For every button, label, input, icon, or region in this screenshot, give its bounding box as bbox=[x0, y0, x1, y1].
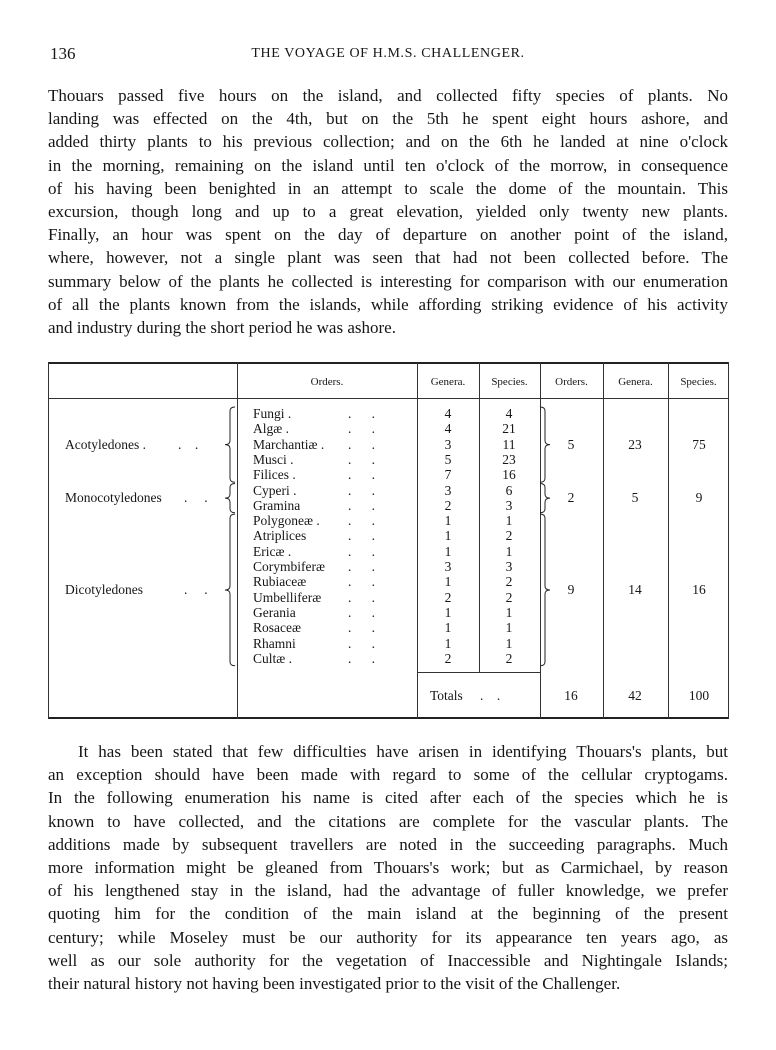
group-genera-value: 14 bbox=[628, 581, 642, 597]
species-value: 16 bbox=[502, 467, 516, 483]
leader-dots: . . bbox=[348, 543, 375, 559]
brace bbox=[225, 484, 235, 513]
leader-dots: . . bbox=[348, 528, 375, 544]
brace bbox=[225, 514, 235, 666]
leader-dots: . . bbox=[348, 559, 375, 574]
header-orders: Orders. bbox=[310, 376, 344, 388]
leader-dots: . . bbox=[348, 497, 375, 513]
order-name: Marchantiæ . bbox=[253, 436, 325, 452]
genera-value: 3 bbox=[444, 482, 452, 498]
order-name: Polygoneæ . bbox=[253, 513, 320, 529]
page-number: 136 bbox=[50, 44, 76, 63]
order-name: Rubiaceæ bbox=[253, 574, 307, 590]
totals-label: Totals bbox=[430, 688, 463, 703]
text-line: Thouars passed five hours on the island, and collected fifty species of plants. No bbox=[48, 86, 728, 105]
leader-dots: . . bbox=[348, 650, 375, 666]
species-value: 4 bbox=[505, 406, 513, 421]
genera-value: 1 bbox=[444, 620, 452, 636]
group-species-value: 9 bbox=[695, 490, 703, 506]
text-line: of all the plants known from the islands, while affording striking evidence of his activity bbox=[48, 294, 728, 314]
plant-summary-table bbox=[48, 362, 729, 719]
text-line: their natural history not having been investigated prior to the visit of the Challenger. bbox=[48, 974, 621, 994]
order-name: Rhamni bbox=[253, 635, 296, 651]
text-line: and industry during the short period he was ashore. bbox=[48, 318, 396, 338]
text-line: excursion, though long and up to a great elevation, yielded only twenty new plants. bbox=[48, 202, 728, 222]
leader-dots: . . bbox=[184, 581, 208, 597]
group-name: Monocotyledones bbox=[65, 490, 162, 506]
genera-value: 3 bbox=[444, 559, 452, 574]
group-species-value: 16 bbox=[692, 581, 706, 597]
species-value: 3 bbox=[505, 497, 513, 513]
totals-genera: 42 bbox=[628, 688, 642, 703]
genera-value: 2 bbox=[444, 650, 452, 666]
species-value: 2 bbox=[505, 574, 513, 590]
order-name: Gramina bbox=[253, 497, 301, 513]
totals-orders: 16 bbox=[564, 688, 578, 703]
group-genera-value: 23 bbox=[628, 436, 642, 452]
leader-dots: . . bbox=[184, 490, 208, 506]
text-line: well as our sole authority for the vegetation of Inaccessible and Nightingale Islands; bbox=[48, 950, 728, 970]
species-value: 11 bbox=[502, 436, 516, 452]
species-value: 2 bbox=[505, 589, 513, 605]
text-line: of his having been benighted in an attempt to scale the dome of the mountain. This bbox=[48, 178, 728, 198]
brace bbox=[540, 484, 550, 513]
species-value: 1 bbox=[505, 543, 513, 559]
header-species-total: Species. bbox=[680, 376, 717, 388]
leader-dots: . . bbox=[348, 513, 375, 529]
leader-dots: . . bbox=[348, 406, 375, 421]
brace bbox=[540, 514, 550, 666]
order-name: Algæ . bbox=[253, 421, 290, 437]
text-line: of his lengthened stay in the island, had the advantage of fuller knowledge, we prefer bbox=[48, 881, 728, 901]
group-genera-value: 5 bbox=[631, 490, 639, 506]
text-line: added thirty plants to his previous collection; and on the 6th he landed at nine o'clock bbox=[48, 132, 728, 152]
order-name: Umbelliferæ bbox=[253, 589, 322, 605]
header-species: Species. bbox=[491, 376, 528, 388]
text-line: summary below of the plants he collected is interesting for comparison with our enumeration bbox=[48, 271, 728, 291]
running-title: THE VOYAGE OF H.M.S. CHALLENGER. bbox=[251, 46, 525, 61]
leader-dots: . . bbox=[178, 436, 199, 452]
leader-dots: . . bbox=[348, 467, 375, 483]
leader-dots: . . bbox=[348, 604, 375, 620]
species-value: 21 bbox=[502, 421, 516, 437]
genera-value: 2 bbox=[444, 497, 452, 513]
group-name: Dicotyledones bbox=[65, 581, 143, 597]
running-header bbox=[0, 44, 776, 68]
header-orders-total: Orders. bbox=[555, 376, 588, 388]
header-genera-total: Genera. bbox=[618, 376, 653, 388]
text-line: where, however, not a single plant was seen that had not been collected before. The bbox=[48, 248, 728, 268]
group-orders-value: 2 bbox=[567, 490, 575, 506]
order-name: Musci . bbox=[253, 451, 294, 467]
brace bbox=[540, 407, 550, 482]
leader-dots: . . bbox=[348, 620, 375, 636]
totals-species: 100 bbox=[688, 688, 710, 703]
text-line: quoting him for the condition of the main island at the beginning of the present bbox=[48, 904, 728, 924]
text-line: Finally, an hour was spent on the day of departure on another point of the island, bbox=[48, 225, 728, 245]
genera-value: 1 bbox=[444, 635, 452, 651]
text-line: century; while Moseley must be our authority for its appearance ten years ago, as bbox=[48, 927, 728, 947]
paragraph-top bbox=[48, 84, 728, 339]
genera-value: 1 bbox=[444, 604, 452, 620]
text-line: an exception should have been made with regard to some of the cellular cryptogams. bbox=[48, 765, 728, 785]
genera-value: 5 bbox=[444, 451, 452, 467]
species-value: 2 bbox=[505, 528, 513, 544]
order-name: Ericæ . bbox=[253, 543, 292, 559]
order-name: Filices . bbox=[253, 467, 296, 483]
species-value: 1 bbox=[505, 513, 513, 529]
leader-dots: . . bbox=[348, 589, 375, 605]
order-name: Gerania bbox=[253, 604, 296, 620]
text-line: additions made by subsequent travellers are noted in the succeeding paragraphs. Much bbox=[48, 834, 728, 854]
group-orders-value: 9 bbox=[567, 581, 575, 597]
leader-dots: . . bbox=[348, 421, 375, 437]
genera-value: 7 bbox=[444, 467, 452, 483]
species-value: 23 bbox=[502, 451, 516, 467]
species-value: 2 bbox=[505, 650, 513, 666]
totals-dots: . . bbox=[480, 688, 501, 703]
genera-value: 4 bbox=[444, 406, 452, 421]
order-name: Corymbiferæ bbox=[253, 559, 325, 574]
text-line: in the morning, remaining on the island until ten o'clock of the morrow, in consequence bbox=[48, 155, 728, 175]
header-genera: Genera. bbox=[430, 376, 466, 388]
genera-value: 2 bbox=[444, 589, 452, 605]
leader-dots: . . bbox=[348, 574, 375, 590]
species-value: 6 bbox=[505, 482, 513, 498]
leader-dots: . . bbox=[348, 436, 375, 452]
order-name: Fungi . bbox=[253, 406, 292, 421]
genera-value: 1 bbox=[444, 513, 452, 529]
order-name: Atriplices bbox=[253, 528, 307, 544]
genera-value: 1 bbox=[444, 528, 452, 544]
order-name: Cultæ . bbox=[253, 650, 293, 666]
species-value: 3 bbox=[505, 559, 513, 574]
species-value: 1 bbox=[505, 620, 513, 636]
leader-dots: . . bbox=[348, 451, 375, 467]
group-orders-value: 5 bbox=[567, 436, 575, 452]
species-value: 1 bbox=[505, 604, 513, 620]
genera-value: 1 bbox=[444, 574, 452, 590]
order-name: Cyperi . bbox=[253, 482, 297, 498]
group-species-value: 75 bbox=[692, 436, 706, 452]
text-line: known to have collected, and the citations are complete for the vascular plants. The bbox=[48, 811, 728, 831]
leader-dots: . . bbox=[348, 635, 375, 651]
text-line: more information might be gleaned from Thouars's work; but as Carmichael, by reason bbox=[48, 858, 728, 878]
text-line: In the following enumeration his name is cited after each of the species which he is bbox=[48, 788, 728, 808]
leader-dots: . . bbox=[348, 482, 375, 498]
text-line: landing was effected on the 4th, but on the 5th he spent eight hours ashore, and bbox=[48, 109, 728, 129]
paragraph-bottom bbox=[48, 740, 728, 995]
text-line: It has been stated that few difficulties have arisen in identifying Thouars's plants, but bbox=[78, 742, 728, 761]
group-name: Acotyledones . bbox=[65, 436, 146, 452]
order-name: Rosaceæ bbox=[253, 620, 301, 636]
genera-value: 1 bbox=[444, 543, 452, 559]
table-braces bbox=[48, 362, 729, 719]
genera-value: 4 bbox=[444, 421, 452, 437]
genera-value: 3 bbox=[444, 436, 452, 452]
species-value: 1 bbox=[505, 635, 513, 651]
brace bbox=[225, 407, 235, 482]
